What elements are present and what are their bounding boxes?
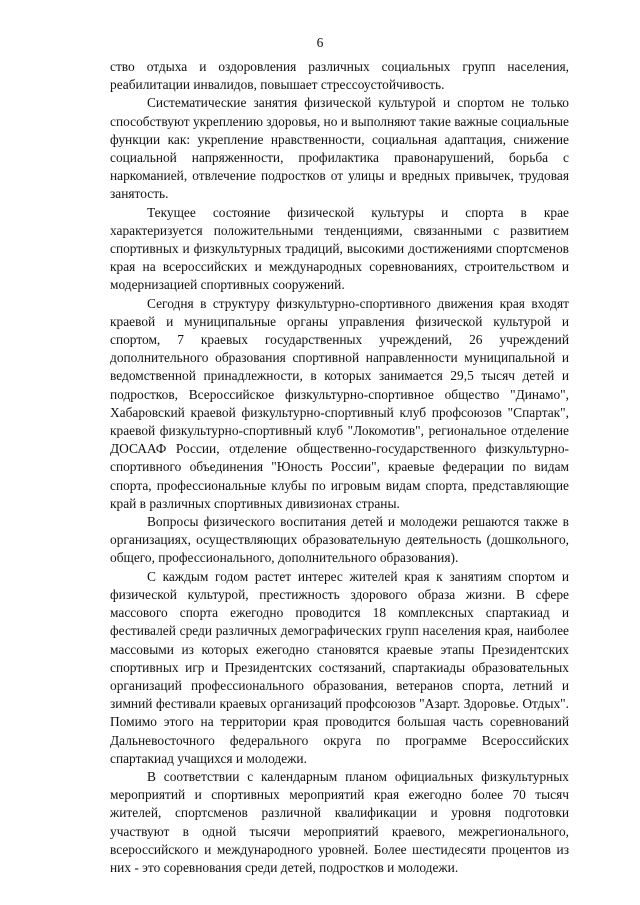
document-body	[110, 58, 569, 877]
paragraph-structure: Сегодня в структуру физкультурно-спортивного движения края входят краевой и муниципальные органы управления физической культурой и спортом, 7 краевых государственных учреждений, 26 учреждений дополнительного образования спортивной направленности муниципальной и ведомственной принадлежности, в которых занимается 29,5 тысяч детей и подростков, Всероссийское физкультурно-спортивное общество "Динамо", Хабаровский краевой физкультурно-спортивный клуб профсоюзов "Спартак", краевой физкультурно-спортивный клуб "Локомотив", региональное отделение ДОСААФ России, отделение общественно-государственного физкультурно-спортивного объединения "Юность России", краевые федерации по видам спорта, профессиональные клубы по игровым видам спорта, представляющие край в различных спортивных дивизионах страны.	[110, 295, 569, 511]
page-number: 6	[316, 35, 324, 50]
paragraph-current-state: Текущее состояние физической культуры и спорта в крае характеризуется положительными тенденциями, связанными с развитием спортивных и физкультурных традиций, высокими достижениями спортсменов края на всероссийских и международных соревнованиях, строительством и модернизацией спортивных сооружений.	[110, 204, 569, 293]
paragraph-social-functions: Систематические занятия физической культурой и спортом не только способствуют укреплению здоровья, но и выполняют такие важные социальные функции как: укрепление нравственности, социальная адаптация, снижение социальной напряженности, профилактика правонарушений, борьба с наркоманией, отвлечение подростков от улицы и вредных привычек, трудовая занятость.	[110, 95, 569, 202]
paragraph-education: Вопросы физического воспитания детей и молодежи решаются также в организациях, осуществляющих образовательную деятельность (дошкольного, общего, профессионального, дополнительного образования).	[110, 514, 569, 566]
paragraph-continuation: ство отдыха и оздоровления различных социальных групп населения, реабилитации инвалидов, повышает стрессоустойчивость.	[110, 59, 569, 93]
paragraph-mass-sport: С каждым годом растет интерес жителей края к занятиям спортом и физической культурой, престижность здорового образа жизни. В сфере массового спорта ежегодно проводится 18 комплексных спартакиад и фестивалей среди различных демографических групп населения края, наиболее массовыми из которых ежегодно становятся краевые этапы Президентских спортивных игр и Президентских состязаний, спартакиады образовательных организаций профессионального образования, ветеранов спорта, летний и зимний фестивали краевых организаций профсоюзов "Азарт. Здоровье. Отдых". Помимо этого на территории края проводится большая часть соревнований Дальневосточного федерального округа по программе Всероссийских спартакиад учащихся и молодежи.	[110, 568, 569, 766]
paragraph-calendar-plan: В соответствии с календарным планом официальных физкультурных мероприятий и спортивных мероприятий края ежегодно более 70 тысяч жителей, спортсменов различной квалификации и уровня подготовки участвуют в одной тысячи мероприятий краевого, межрегионального, всероссийского и международного уровней. Более шестидесяти процентов из них - это соревнования среди детей, подростков и молодежи.	[110, 768, 569, 875]
